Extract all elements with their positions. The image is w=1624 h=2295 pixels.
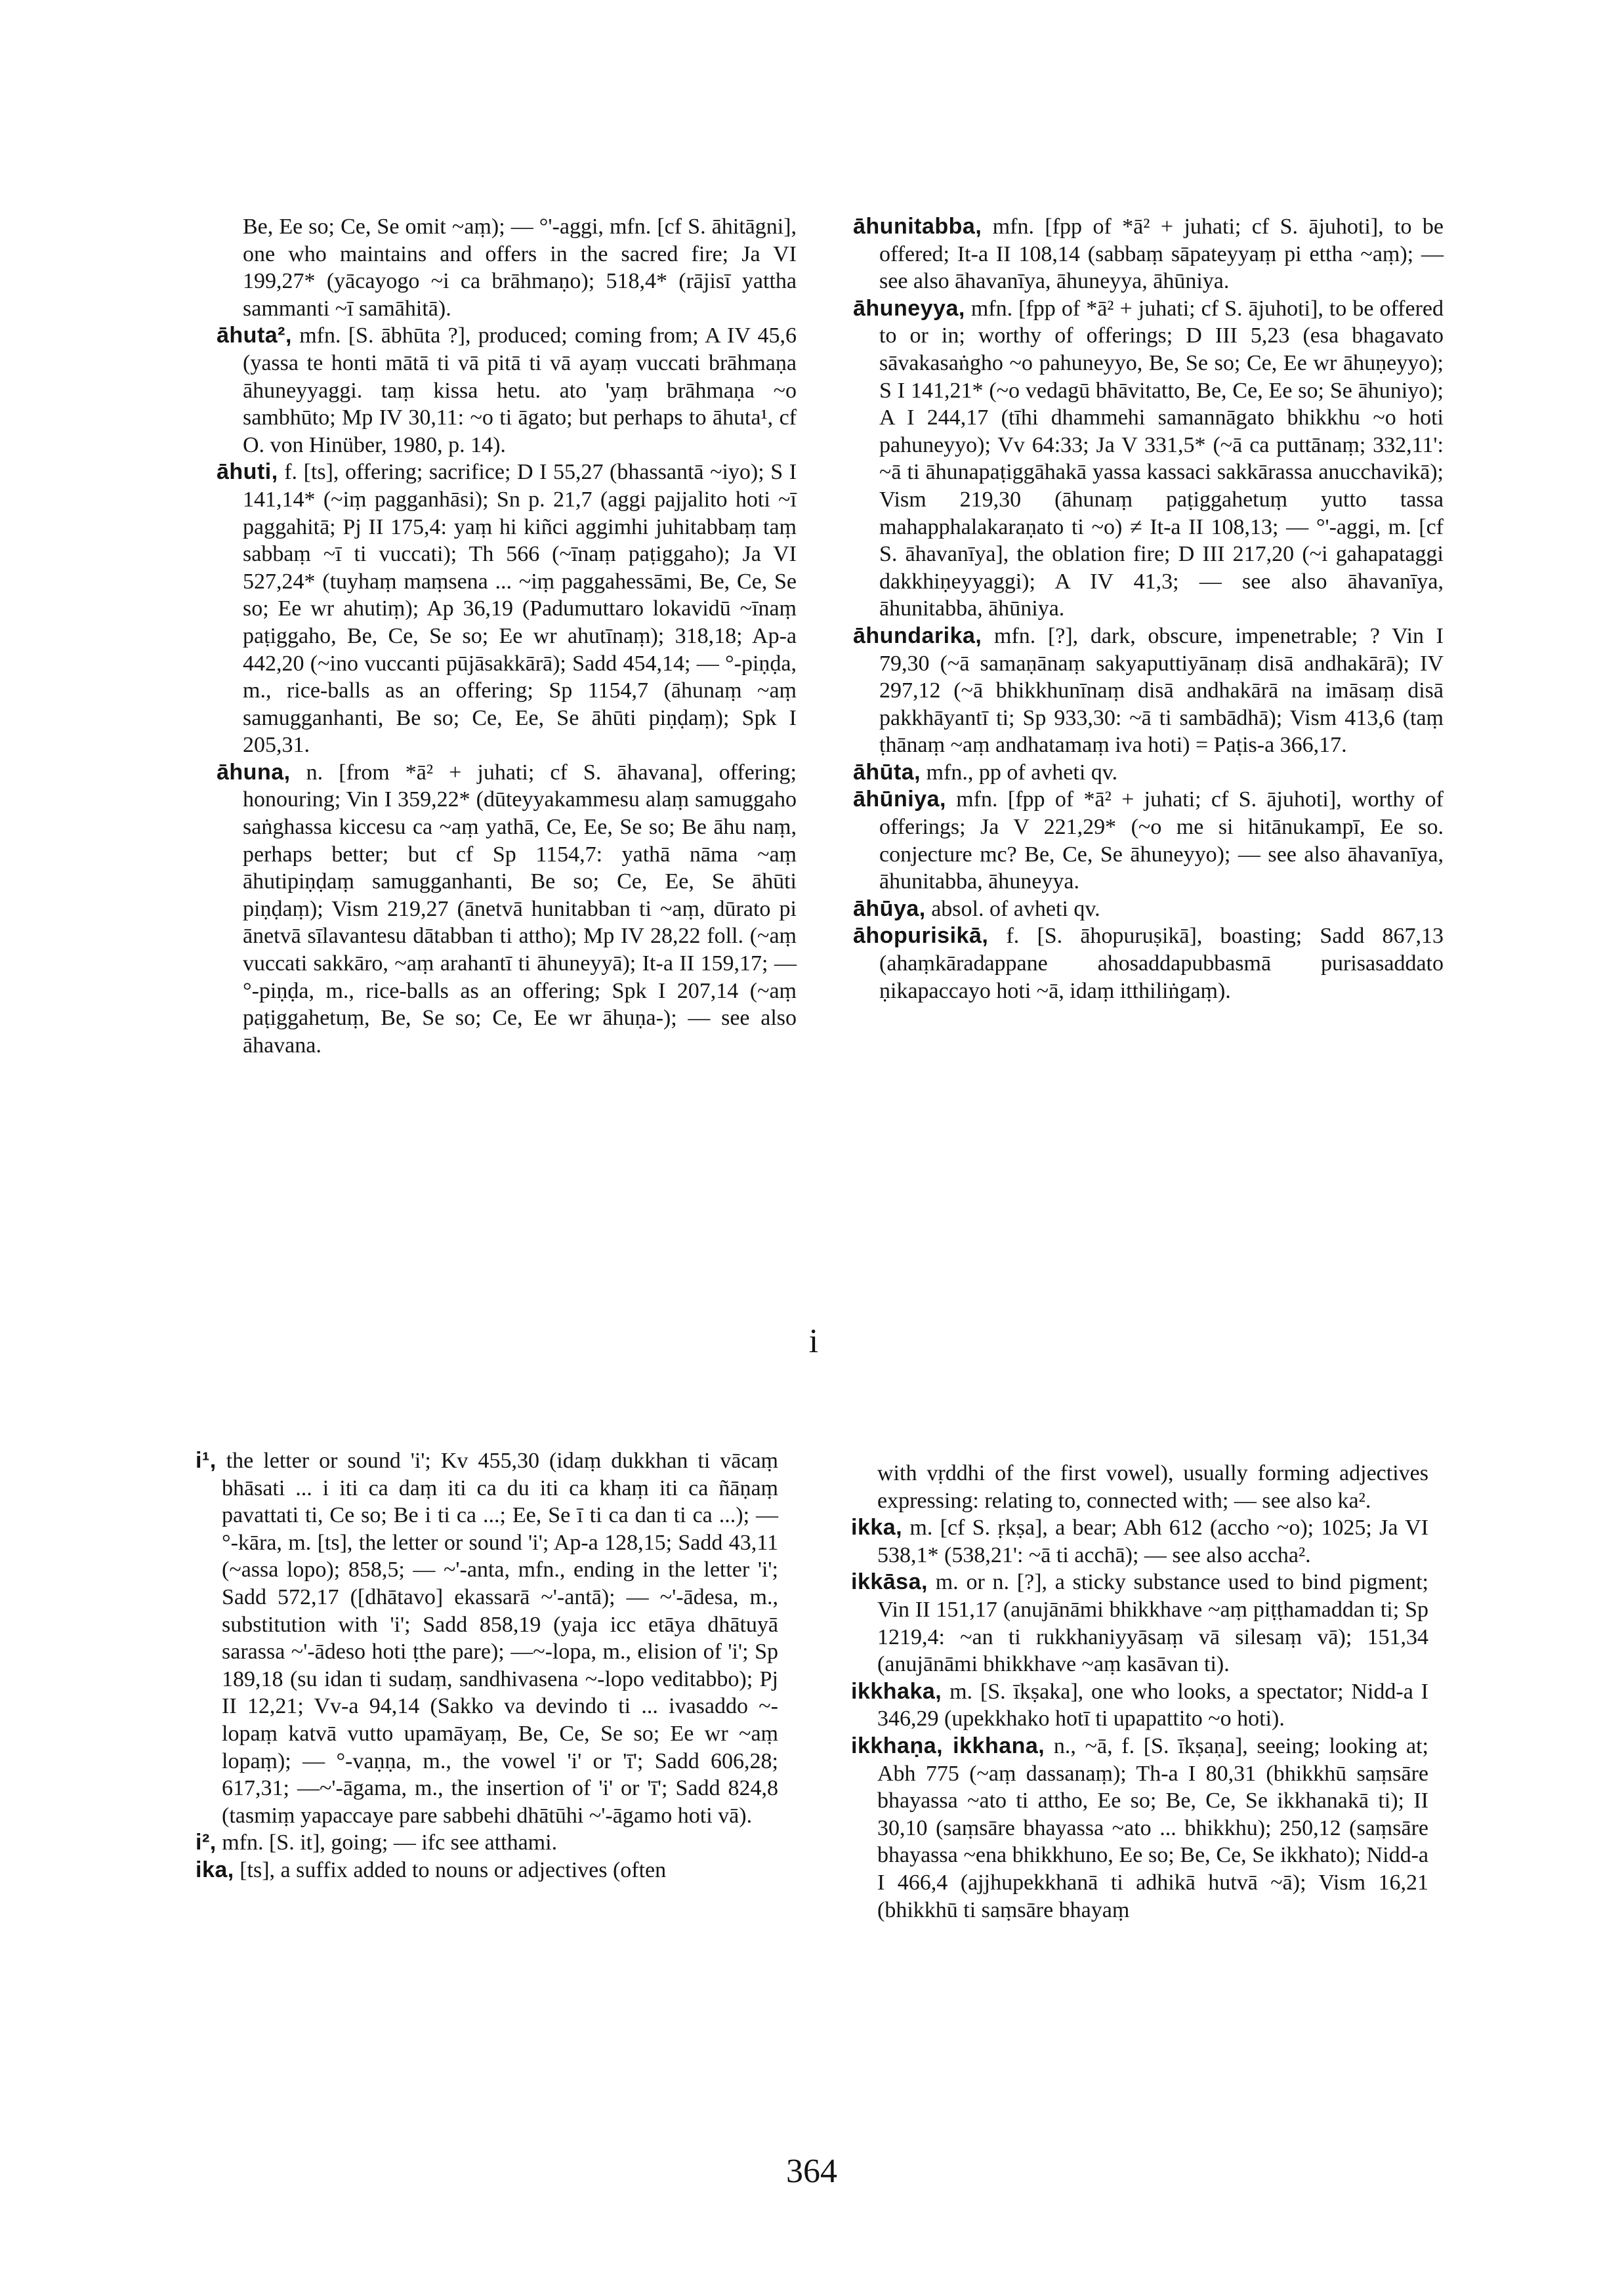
- entry-text: n. [from *ā² + juhati; cf S. āhavana], offering; honouring; Vin I 359,22* (dūteyyakammesu alaṃ samuggaho saṅghassa kiccesu ca ~aṃ yathā, Ce, Ee, Se so; Be āhu naṃ, perhaps better; but cf Sp 1154,7: yathā nāma ~aṃ āhutipiṇḍaṃ samugganhanti, Be so; Ce, Ee, Se āhūti piṇḍaṃ); Vism 219,27 (ānetvā hunitabban ti ~aṃ, dūrato pi ānetvā sīlavantesu dātabban ti attho); Mp IV 28,22 foll. (~aṃ vuccati sakkāro, ~aṃ arahantī ti āhuneyyā); It-a II 159,17; — °-piṇḍa, m., rice-balls as an offering; Spk I 207,14 (~aṃ paṭiggahetuṃ, Be, Se so; Ce, Ee wr āhuṇa-); — see also āhavana.: [243, 760, 797, 1058]
- entry-headword: ika,: [196, 1857, 234, 1882]
- entry-text: mfn. [fpp of *ā² + juhati; cf S. ājuhoti], to be offered to or in; worthy of offerings; D III 5,23 (esa bhagavato sāvakasaṅgho ~o pahuneyyo, Be, Se so; Ce, Ee wr āhuṇeyyo); S I 141,21* (~o vedagū bhāvitatto, Be, Ce, Ee so; Se āhuniyo); A I 244,17 (tīhi dhammehi samannāgato bhikkhu ~o hoti pahuneyyo); Vv 64:33; Ja V 331,5* (~ā ca puttānaṃ; 332,11': ~ā ti āhunapaṭiggāhakā yassa kassaci sakkārassa anucchavikā); Vism 219,30 (āhunaṃ paṭiggahetuṃ yutto tassa mahapphalakaraṇato ti ~o) ≠ It-a II 108,13; — °'-aggi, m. [cf S. āhavanīya], the oblation fire; D III 217,20 (~i gahapataggi dakkhiṇeyyaggi); A IV 41,3; — see also āhavanīya, āhunitabba, āhūniya.: [879, 296, 1444, 621]
- dictionary-entry: [853, 623, 1444, 759]
- entry-text: absol. of avheti qv.: [931, 896, 1100, 921]
- dictionary-entry: [851, 1460, 1428, 1514]
- entry-headword: āhundarika,: [853, 623, 982, 648]
- entry-headword: āhūta,: [853, 759, 921, 785]
- entry-text: [ts], a suffix added to nouns or adjectives (often: [239, 1857, 667, 1882]
- entry-text: n., ~ā, f. [S. īkṣaṇa], seeing; looking at; Abh 775 (~aṃ dassanaṃ); Th-a I 80,31 (bhikkhū saṃsāre bhayassa ~ato ti attho, Ee so; Be, Ce, Se ikkhanakā ti); II 30,10 (saṃsāre bhayassa ~ato ... bhikkhu); 250,12 (saṃsāre bhayassa ~ena bhikkhuno, Ee so; Be, Ce, Se ikkhato); Nidd-a I 466,4 (ajjhupekkhanā ti adhikā hutvā ~ā); Vism 16,21 (bhikkhū ti saṃsāre bhayaṃ: [877, 1733, 1428, 1922]
- dictionary-entry: [853, 786, 1444, 895]
- dictionary-entry: [851, 1733, 1428, 1924]
- dictionary-entry: [217, 322, 797, 459]
- entry-headword: āhunitabba,: [853, 214, 982, 239]
- dictionary-entry: [851, 1678, 1428, 1733]
- dictionary-entry: [196, 1447, 778, 1829]
- column-bottom-left: [196, 1447, 778, 1884]
- entry-headword: āhuti,: [217, 459, 278, 485]
- dictionary-entry: [853, 896, 1444, 923]
- entry-text: mfn. [fpp of *ā² + juhati; cf S. ājuhoti], to be offered; It-a II 108,14 (sabbaṃ sāpateyyaṃ pi ettha ~aṃ); — see also āhavanīya, āhuneyya, āhūniya.: [879, 215, 1444, 294]
- entry-text: m. [cf S. ṛkṣa], a bear; Abh 612 (accho ~o); 1025; Ja VI 538,1* (538,21': ~ā ti acchā); — see also accha².: [877, 1516, 1428, 1567]
- entry-text: m. [S. īkṣaka], one who looks, a spectator; Nidd-a I 346,29 (upekkhako hotī ti upapattito ~o hoti).: [877, 1679, 1428, 1731]
- entry-text: with vṛddhi of the first vowel), usually forming adjectives expressing: relating to, connected with; — see also ka².: [877, 1461, 1428, 1513]
- entry-headword: ikkhaṇa, ikkhana,: [851, 1733, 1045, 1758]
- entry-headword: āhuna,: [217, 759, 291, 785]
- entry-headword: i¹,: [196, 1448, 217, 1473]
- entry-headword: āhūya,: [853, 896, 926, 921]
- entry-text: mfn. [?], dark, obscure, impenetrable; ? Vin I 79,30 (~ā samaṇānaṃ sakyaputtiyānaṃ disā andhakārā); IV 297,12 (~ā bhikkhunīnaṃ disā andhakārā na imāsaṃ disā pakkhāyantī ti; Sp 933,30: ~ā ti sambādhā); Vism 413,6 (taṃ ṭhānaṃ ~aṃ andhatamaṃ iva hoti) = Paṭis-a 366,17.: [879, 623, 1444, 758]
- dictionary-entry: [851, 1514, 1428, 1569]
- entry-headword: āhuneyya,: [853, 295, 965, 321]
- entry-text: Be, Ee so; Ce, Se omit ~aṃ); — °'-aggi, mfn. [cf S. āhitāgni], one who maintains and offers in the sacred fire; Ja VI 199,27* (yācayogo ~i ca brāhmaṇo); 518,4* (rājisī yattha sammanti ~ī samāhitā).: [243, 215, 797, 321]
- column-bottom-right: [851, 1460, 1428, 1924]
- dictionary-entry: [853, 295, 1444, 623]
- page-number: 364: [786, 2153, 837, 2190]
- column-top-left: [217, 213, 797, 1059]
- entry-text: mfn. [S. it], going; — ifc see atthami.: [222, 1830, 558, 1855]
- dictionary-entry: [853, 213, 1444, 295]
- column-top-right: [853, 213, 1444, 1004]
- entry-headword: āhopurisikā,: [853, 923, 989, 949]
- dictionary-entry: [853, 922, 1444, 1004]
- entry-headword: ikka,: [851, 1515, 903, 1540]
- section-letter-heading: i: [808, 1323, 819, 1360]
- entry-text: mfn. [fpp of *ā² + juhati; cf S. ājuhoti], worthy of offerings; Ja V 221,29* (~o me si hitānukampī, Ee so. conjecture mc? Be, Ce, Se āhuneyyo); — see also āhavanīya, āhunitabba, āhuneyya.: [879, 787, 1444, 894]
- dictionary-entry: [217, 459, 797, 759]
- entry-headword: āhūniya,: [853, 787, 946, 812]
- dictionary-entry: [196, 1857, 778, 1884]
- entry-headword: i²,: [196, 1830, 217, 1855]
- entry-text: m. or n. [?], a sticky substance used to bind pigment; Vin II 151,17 (anujānāmi bhikkhave ~aṃ piṭṭhamaddan ti; Sp 1219,4: ~an ti rukkhaniyyāsaṃ vā silesaṃ vā); 151,34 (anujānāmi bhikkhave ~aṃ kasāvan ti).: [877, 1570, 1429, 1677]
- dictionary-entry: [851, 1569, 1428, 1678]
- entry-headword: āhuta²,: [217, 323, 292, 348]
- dictionary-entry: [196, 1829, 778, 1857]
- dictionary-entry: [217, 213, 797, 322]
- entry-text: the letter or sound 'i'; Kv 455,30 (idaṃ dukkhan ti vācaṃ bhāsati ... i iti ca daṃ iti ca du iti ca khaṃ iti ca ñāṇaṃ pavattati ti, Ce so; Be i ti ca ...; Ee, Se ī ti ca dan ti ca ...); — °-kāra, m. [ts], the letter or sound 'i'; Ap-a 128,15; Sadd 43,11 (~assa lopo); 858,5; — ~'-anta, mfn., ending in the letter 'i'; Sadd 572,17 ([dhātavo] ekassarā ~'-antā); — ~'-ādesa, m., substitution with 'i'; Sadd 858,19 (yaja icc etāya dhātuyā sarassa ~'-ādeso hoti ṭthe pare); —~-lopa, m., elision of 'i'; Sp 189,18 (su idan ti sudaṃ, sandhivasena ~-lopo veditabbo); Pj II 12,21; Vv-a 94,14 (Sakko va devindo ti ... ivasaddo ~-lopaṃ katvā vutto upamāyaṃ, Be, Ce, Se so; Ee wr ~aṃ lopaṃ); — °-vaṇṇa, m., the vowel 'i' or 'ī'; Sadd 606,28; 617,31; —~'-āgama, m., the insertion of 'i' or 'ī'; Sadd 824,8 (tasmiṃ yapaccaye pare sabbehi dhātūhi ~'-āgamo hoti vā).: [222, 1449, 779, 1828]
- entry-text: f. [ts], offering; sacrifice; D I 55,27 (bhassantā ~iyo); S I 141,14* (~iṃ pagganhāsi); Sn p. 21,7 (aggi pajjalito hoti ~ī paggahitā; Pj II 175,4: yaṃ hi kiñci aggimhi juhitabbaṃ taṃ sabbaṃ ~ī ti vuccati); Th 566 (~īnaṃ paṭiggaho); Ja VI 527,24* (tuyhaṃ maṃsena ... ~iṃ paggahessāmi, Be, Ce, Se so; Ee wr ahutiṃ); Ap 36,19 (Padumuttaro lokavidū ~īnaṃ paṭiggaho, Be, Ce, Se so; Ee wr ahutīnaṃ); 318,18; Ap-a 442,20 (~ino vuccanti pūjāsakkārā); Sadd 454,14; — °-piṇḍa, m., rice-balls as an offering; Sp 1154,7 (āhunaṃ ~aṃ samugganhanti, Be so; Ce, Ee, Se āhūti piṇḍaṃ); Spk I 205,31.: [243, 460, 797, 758]
- entry-text: mfn. [S. ābhūta ?], produced; coming from; A IV 45,6 (yassa te honti mātā ti vā pitā ti vā ayaṃ vuccati brāhmaṇa āhuneyyaggi. taṃ kissa hetu. ato 'yaṃ brāhmaṇa ~o sambhūto; Mp IV 30,11: ~o ti āgato; but perhaps to āhuta¹, cf O. von Hinüber, 1980, p. 14).: [243, 323, 797, 457]
- entry-text: f. [S. āhopuruṣikā], boasting; Sadd 867,13 (ahaṃkāradappane ahosaddapubbasmā purisasaddato ṇikapaccayo hoti ~ā, idaṃ itthiliṅgaṃ).: [879, 924, 1444, 1003]
- entry-headword: ikkhaka,: [851, 1678, 942, 1704]
- entry-text: mfn., pp of avheti qv.: [926, 760, 1118, 785]
- entry-headword: ikkāsa,: [851, 1569, 928, 1595]
- dictionary-entry: [853, 759, 1444, 787]
- dictionary-entry: [217, 759, 797, 1060]
